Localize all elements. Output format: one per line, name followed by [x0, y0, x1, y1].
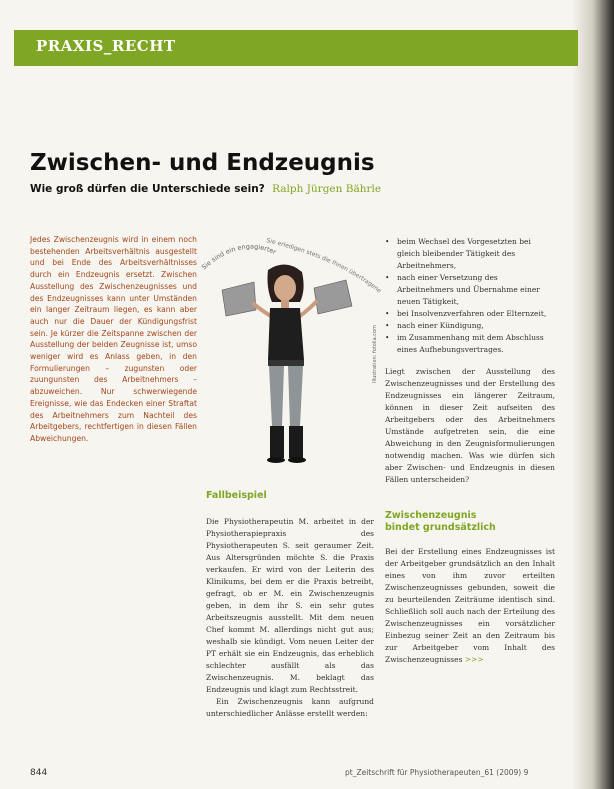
photo-credit: Illustration: fotolia.com [372, 325, 378, 383]
fallbeispiel-heading: Fallbeispiel [206, 490, 267, 501]
illustration-figure [196, 228, 382, 468]
column-right [385, 236, 555, 666]
bindend-heading: Zwischenzeugnis bindet grundsätzlich [385, 510, 496, 533]
section-band [14, 30, 578, 66]
intro-paragraph: Jedes Zwischenzeugnis wird in einem noch bestehenden Arbeitsverhältnis ausgestellt und bei Ende des Arbeitsverhältnisses durch ein Endzeugnis ersetzt. Zwischen Ausstellung des Zwischenzeugnisses und des Endzeugnisses kann unter Umständen ein langer Zeitraum liegen, es kann aber auch nur die Dauer der Kündigungsfrist sein. Je kürzer die Zeitspanne zwischen der Ausstellung der beiden Zeugnisse ist, umso weniger wird es Anlass geben, in den Formulierungen – zugunsten oder zuungunsten des Arbeitnehmers – abzuweichen. Nur schwerwiegende Ereignisse, wie das Endecken einer Straftat des Arbeitnehmers zum Nachteil des Arbeitgebers, rechtfertigen in diesen Fällen Abweichungen. [30, 235, 197, 443]
page-edge-shadow [572, 0, 614, 789]
list-item: • nach einer Kündigung, [385, 321, 484, 330]
article-subtitle [30, 183, 381, 195]
bindend-paragraph: Bei der Erstellung eines Endzeugnisses ist der Arbeitgeber grundsätzlich an den Inhalt eines von ihm zuvor erteilten Zwischenzeugnisses gebunden, soweit die zu beurteilenden Zeiträume identisch sind. Schließlich soll auch nach der Erteilung des Zwischenzeugnisses ein vorsätzlicher Einbezug seiner Zeit an den Zeitraum bis zur Arbeitgeber vom Inhalt des Zwischenzeugnisses >>> [385, 547, 555, 664]
fallbeispiel-paragraph-1: Die Physiotherapeutin M. arbeitet in der Physiotherapiepraxis des Physiotherapeuten S. seit geraumer Zeit. Aus Altersgründen möchte S. die Praxis verkaufen. Er wird von der Leiterin des Klinikums, bei dem er die Praxis betreibt, gefragt, ob er M. ein Zwischenzeugnis geben, in dem ihr S. ein sehr gutes Arbeitszeugnis ausstellt. Mit dem neuen Chef kommt M. allerdings nicht gut aus; weshalb sie kündigt. Vom neuen Leiter der PT erhält sie ein Endzeugnis, das erheblich schlechter ausfällt als das Zwischenzeugnis. M. beklagt das Endzeugnis und klagt zum Rechtsstreit. [206, 517, 374, 694]
section-label: PRAXIS_RECHT [36, 37, 176, 55]
zeitraum-paragraph: Liegt zwischen der Ausstellung des Zwischenzeugnisses und der Erstellung des Endzeugnisses ein längerer Zeitraum, können in dieser Zeit aufseiten des Arbeitgebers oder des Arbeitnehmers Umstände aufgetreten sein, die eine Abweichung in den Zeugnisformulierungen notwendig machen. Was wie dürfen sich aber Zwischen- und Endzeugnis in diesen Fällen unterscheiden? [385, 367, 555, 484]
subtitle-question: Wie groß dürfen die Unterschiede sein? [30, 183, 265, 195]
page-number: 844 [30, 768, 48, 778]
continued-marker: >>> [464, 655, 484, 664]
column-fallbeispiel [206, 490, 374, 720]
svg-text:Sie sind ein engagierter Mitar [196, 228, 279, 271]
anlass-list [385, 236, 555, 356]
woman-holding-papers-illustration [196, 228, 382, 468]
right-paper-sheet [314, 280, 352, 314]
fallbeispiel-paragraph-2: Ein Zwischenzeugnis kann aufgrund unterschiedlicher Anlässe erstellt werden: [206, 697, 374, 718]
list-item: • bei Insolvenzverfahren oder Elternzeit, [385, 309, 547, 318]
list-item: • im Zusammenhang mit dem Abschluss eines Aufhebungsvertrages. [385, 333, 544, 354]
left-paper-sheet [222, 282, 256, 316]
journal-footer: pt_Zeitschrift für Physiotherapeuten_61 (2009) 9 [345, 768, 529, 777]
sheet-text-right: Sie erledigen stets die Ihnen übertragene [265, 237, 382, 295]
author-name: Ralph Jürgen Bährle [272, 183, 382, 195]
sheet-text-left: Sie sind ein engagierter [200, 242, 278, 272]
article-title: Zwischen- und Endzeugnis [30, 150, 375, 176]
list-item: • nach einer Versetzung des Arbeitnehmers und Übernahme einer neuen Tätigkeit, [385, 273, 540, 306]
list-item: • beim Wechsel des Vorgesetzten bei gleich bleibender Tätigkeit des Arbeitnehmers, [385, 237, 531, 270]
